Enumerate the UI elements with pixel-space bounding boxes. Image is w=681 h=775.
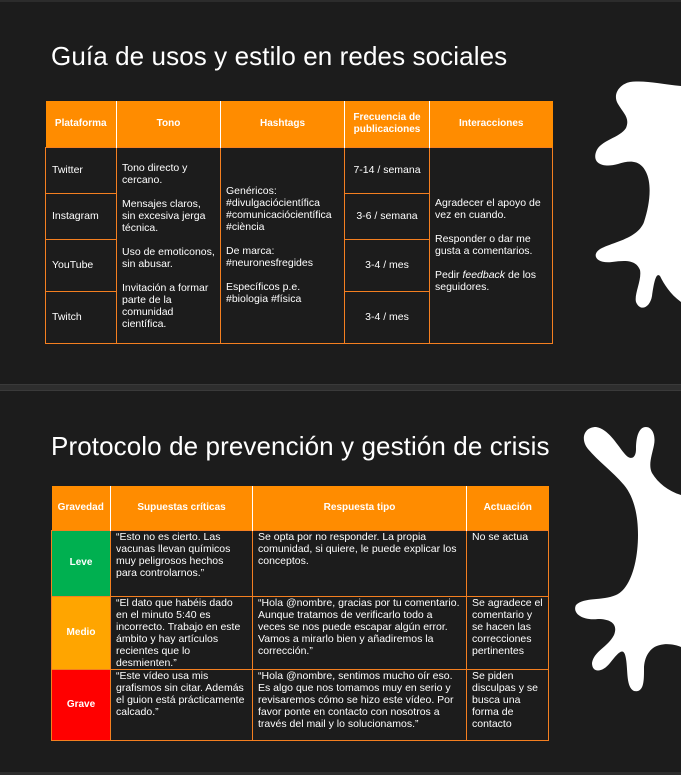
actuacion-cell: Se agradece el comentario y se hacen las correcciones pertinentes xyxy=(467,596,549,669)
frequency-twitch: 3-4 / mes xyxy=(345,291,430,343)
feedback-emphasis: feedback xyxy=(462,269,506,281)
tono-item: Uso de emoticonos, sin abusar. xyxy=(122,245,215,270)
interaccion-item: Responder o dar me gusta a comentarios. xyxy=(435,233,533,257)
table-row xyxy=(46,147,553,193)
header-interacciones: Interacciones xyxy=(430,101,553,147)
interacciones-cell xyxy=(430,147,553,343)
hashtag: #comunicaciócientífica xyxy=(226,209,332,221)
tono-cell xyxy=(117,147,221,343)
hashtag: #biologia #física xyxy=(226,293,302,305)
slide-crisis-protocol xyxy=(0,391,681,775)
frequency-instagram: 3-6 / semana xyxy=(345,193,430,239)
platform-twitter: Twitter xyxy=(46,147,117,193)
critica-cell: “Este vídeo usa mis grafismos sin citar. Además el guion está prácticamente calcado.” xyxy=(111,669,253,740)
tono-item: Mensajes claros, sin excesiva jerga técnica. xyxy=(122,197,206,234)
ink-splash-icon xyxy=(590,80,681,320)
slide-title: Guía de usos y estilo en redes sociales xyxy=(51,41,508,71)
header-supuestas-criticas: Supuestas críticas xyxy=(111,486,253,530)
slide-style-guide xyxy=(0,2,681,384)
hashtag: #divulgaciócientífica xyxy=(226,197,320,209)
respuesta-cell: “Hola @nombre, sentimos mucho oír eso. Es algo que nos tomamos muy en serio y revisaremos cómo se hizo este vídeo. Por favor ponte en contacto con nosotros a través del mail y lo solucionamos.” xyxy=(253,669,467,740)
header-tono: Tono xyxy=(117,101,221,147)
header-frecuencia: Frecuencia de publicaciones xyxy=(345,101,430,147)
slide-title: Protocolo de prevención y gestión de crisis xyxy=(51,431,550,461)
severity-medio: Medio xyxy=(52,596,111,669)
style-guide-table xyxy=(45,101,553,344)
critica-cell: “El dato que habéis dado en el minuto 5:40 es incorrecto. Trabajo en este ámbito y hay artículos recientes que lo desmienten.” xyxy=(111,596,253,669)
tono-item: Invitación a formar parte de la comunidad científica. xyxy=(122,281,209,330)
table-header-row xyxy=(46,101,553,147)
frequency-youtube: 3-4 / mes xyxy=(345,239,430,291)
table-row xyxy=(52,669,549,740)
platform-youtube: YouTube xyxy=(46,239,117,291)
platform-instagram: Instagram xyxy=(46,193,117,239)
hashtags-marca: De marca: #neuronesfregides xyxy=(226,245,339,269)
crisis-table xyxy=(51,486,549,741)
table-header-row xyxy=(52,486,549,530)
hashtags-cell xyxy=(221,147,345,343)
hashtags-especificos: Específicos p.e. #biologia #física xyxy=(226,281,339,305)
actuacion-cell: No se actua xyxy=(467,530,549,596)
frequency-twitter: 7-14 / semana xyxy=(345,147,430,193)
table-row xyxy=(52,596,549,669)
header-gravedad: Gravedad xyxy=(52,486,111,530)
interaccion-item: Agradecer el apoyo de vez en cuando. xyxy=(435,197,541,221)
critica-cell: “Esto no es cierto. Las vacunas llevan químicos muy peligrosos hechos para controlarnos.” xyxy=(111,530,253,596)
severity-grave: Grave xyxy=(52,669,111,740)
respuesta-cell: “Hola @nombre, gracias por tu comentario. Aunque tratamos de verificarlo todo a veces se nos puede escapar algún error. Vamos a mirarlo bien y añadiremos la corrección.” xyxy=(253,596,467,669)
ink-splash-icon xyxy=(572,415,681,695)
header-hashtags: Hashtags xyxy=(221,101,345,147)
table-row xyxy=(52,530,549,596)
platform-twitch: Twitch xyxy=(46,291,117,343)
hashtags-genericos: Genéricos: #divulgaciócientífica #comunicaciócientífica #ciència xyxy=(226,185,339,233)
hashtag: #ciència xyxy=(226,221,265,233)
header-respuesta-tipo: Respuesta tipo xyxy=(253,486,467,530)
interaccion-item: Pedir feedback de los seguidores. xyxy=(435,269,536,293)
actuacion-cell: Se piden disculpas y se busca una forma de contacto xyxy=(467,669,549,740)
tono-item: Tono directo y cercano. xyxy=(122,161,188,186)
header-plataforma: Plataforma xyxy=(46,101,117,147)
hashtag: #neuronesfregides xyxy=(226,257,313,269)
header-actuacion: Actuación xyxy=(467,486,549,530)
respuesta-cell: Se opta por no responder. La propia comunidad, si quiere, le puede explicar los conceptos. xyxy=(253,530,467,596)
severity-leve: Leve xyxy=(52,530,111,596)
slide-divider xyxy=(0,384,681,391)
